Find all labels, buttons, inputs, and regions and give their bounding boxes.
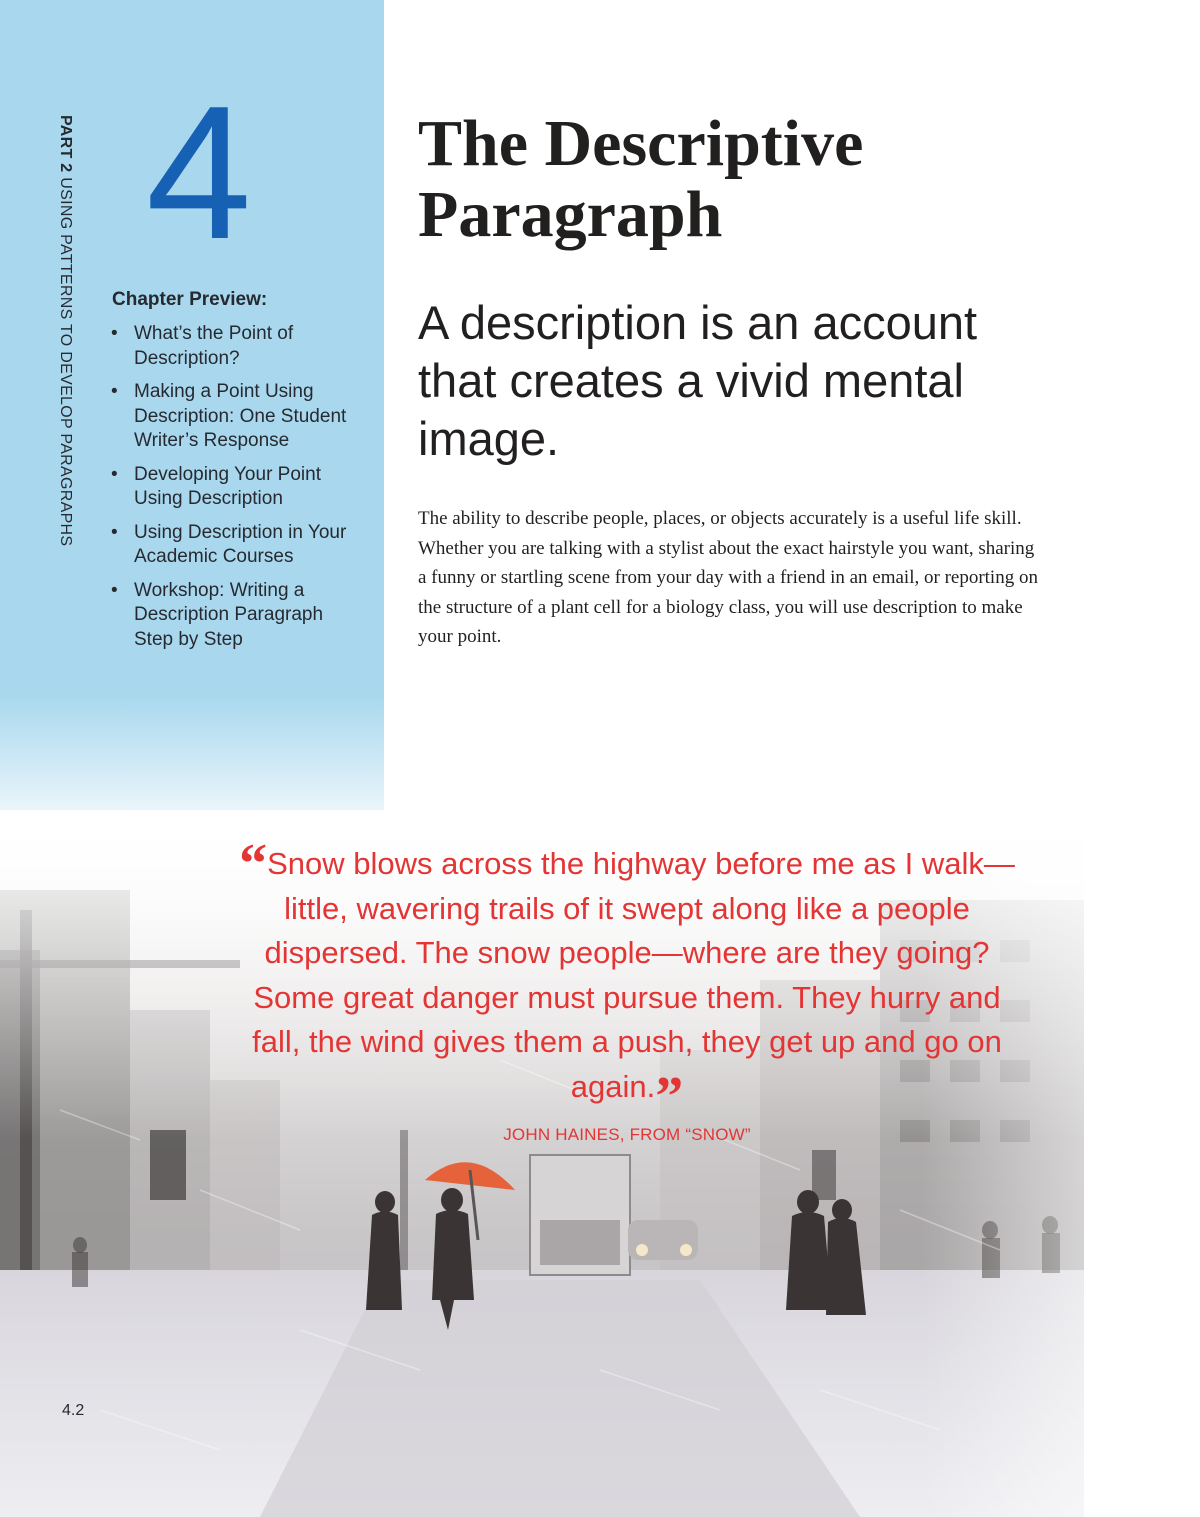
bullet-icon: • — [111, 463, 118, 485]
chapter-preview-list — [110, 322, 365, 661]
open-quote-icon: “ — [239, 833, 268, 895]
preview-item-text: Developing Your Point Using Description — [134, 463, 321, 509]
preview-item — [110, 380, 365, 454]
chapter-preview-title: Chapter Preview: — [112, 289, 268, 310]
pull-quote — [232, 833, 1022, 1128]
bullet-icon: • — [111, 323, 118, 344]
chapter-sidebar — [0, 0, 384, 810]
page-number: 4.2 — [62, 1402, 85, 1419]
quote-attribution: JOHN HAINES, FROM “SNOW” — [503, 1125, 751, 1144]
preview-item — [110, 521, 365, 570]
chapter-number: 4 — [146, 67, 252, 279]
preview-item-text: Using Description in Your Academic Courses — [134, 521, 347, 567]
part-label-strong: PART 2 — [57, 115, 74, 173]
preview-item — [110, 463, 365, 512]
chapter-title-line: Paragraph — [418, 178, 723, 251]
chapter-subtitle: A description is an account that creates a vivid mental image. — [418, 296, 978, 465]
intro-paragraph: The ability to describe people, places, or objects accurately is a useful life skill. Whether you are talking with a stylist about the exact hairstyle you want, sharing a funny or startling scene from your day with a friend in an email, or reporting on the structure of a plant cell for a biology class, you will use description to make your point. — [418, 508, 1038, 647]
bullet-icon: • — [111, 579, 118, 601]
preview-item — [110, 322, 365, 371]
preview-item — [110, 579, 365, 653]
preview-item-text: Making a Point Using Description: One Student Writer’s Response — [134, 381, 347, 451]
part-label — [44, 115, 74, 547]
preview-item-text: Workshop: Writing a Description Paragraph Step by Step — [134, 579, 324, 650]
chapter-title-line: The Descriptive — [418, 107, 864, 180]
part-label-text: USING PATTERNS TO DEVELOP PARAGRAPHS — [57, 177, 74, 547]
chapter-title — [418, 108, 863, 250]
bullet-icon: • — [111, 521, 118, 543]
preview-item-text: What’s the Point of Description? — [134, 323, 294, 369]
close-quote-icon: ” — [655, 1065, 684, 1128]
pull-quote-text: Snow blows across the highway before me as I walk—little, wavering trails of it swept along like a people dispersed. The snow people—where are they going? Some great danger must pursue them. They hurry and fall, the wind gives them a push, they get up and go on again. — [252, 846, 1015, 1104]
bullet-icon: • — [111, 381, 118, 402]
